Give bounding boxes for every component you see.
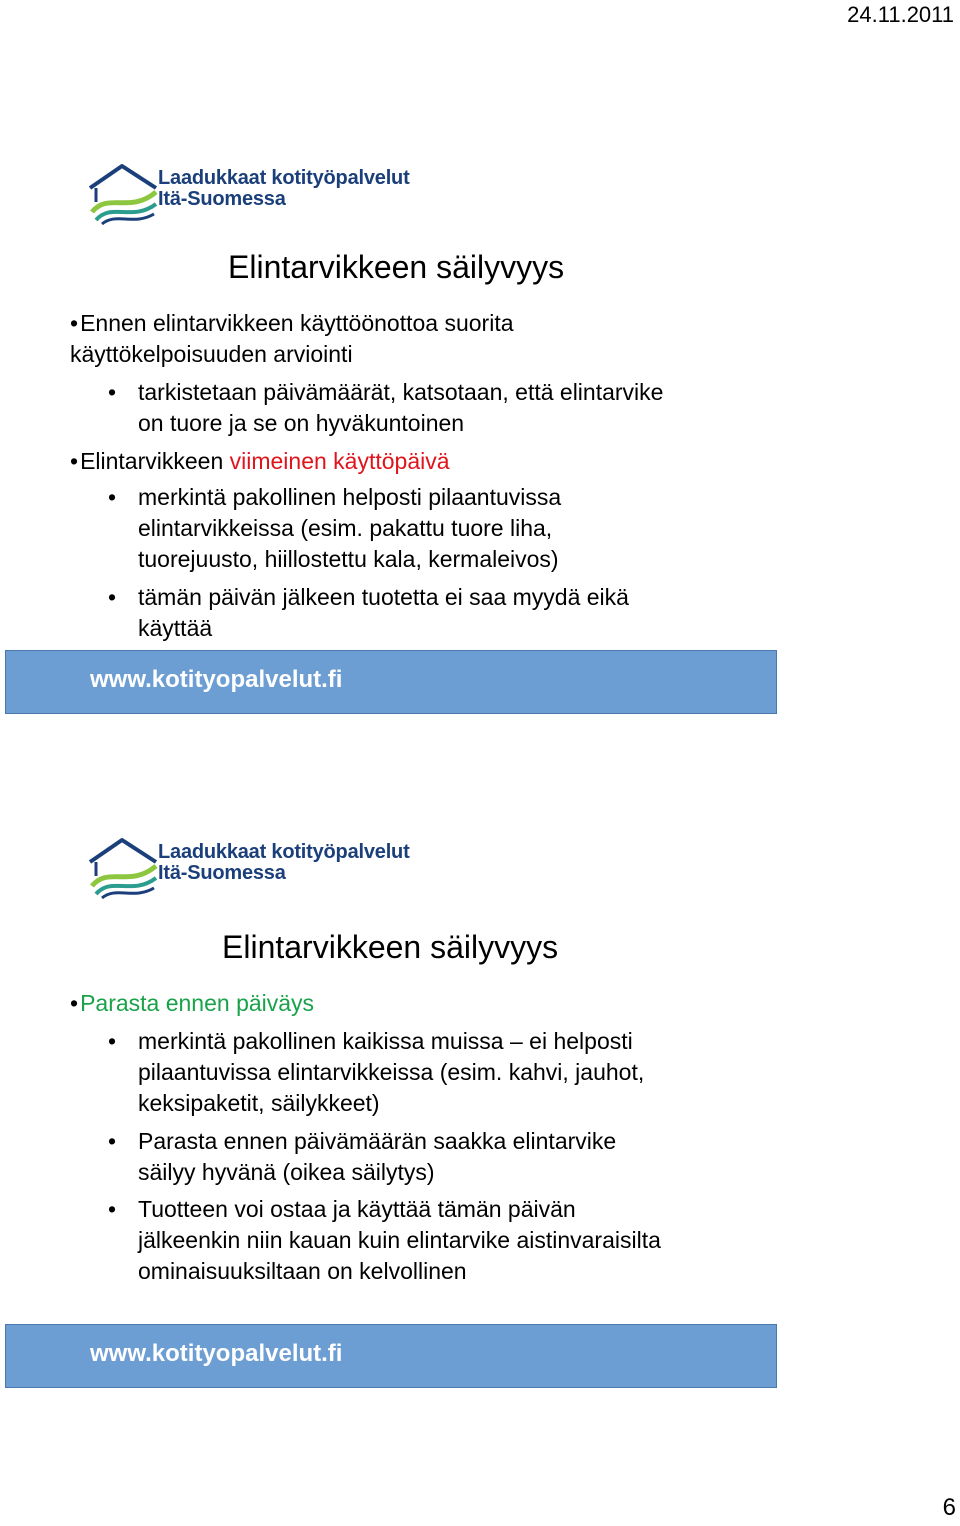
bullet-icon: •: [108, 379, 117, 405]
bullet-icon: •: [108, 1128, 117, 1154]
slide-2-bullet-1-sub-1: [108, 1026, 748, 1119]
text-line: pilaantuvissa elintarvikkeissa (esim. kahvi, jauhot,: [138, 1059, 645, 1085]
text-line: säilyy hyvänä (oikea säilytys): [138, 1159, 435, 1185]
text-line: tarkistetaan päivämäärät, katsotaan, että elintarvike: [138, 379, 664, 405]
text-line: tuorejuusto, hiillostettu kala, kermaleivos): [138, 546, 559, 572]
text-line: Ennen elintarvikkeen käyttöönottoa suorita: [80, 310, 514, 336]
slide-2-title: Elintarvikkeen säilyvyys: [222, 929, 559, 965]
logo-line-1: Laadukkaat kotityöpalvelut: [158, 841, 410, 863]
bullet-icon: •: [108, 1028, 117, 1054]
slide-2-bullet-1: [70, 988, 750, 1019]
text-line: tämän päivän jälkeen tuotetta ei saa myydä eikä: [138, 584, 629, 610]
text-line: Elintarvikkeen: [80, 448, 230, 474]
text-line: Tuotteen voi ostaa ja käyttää tämän päivän: [138, 1196, 576, 1222]
company-logo: [86, 836, 426, 900]
bullet-icon: •: [108, 584, 117, 610]
text-line: käyttökelpoisuuden arviointi: [70, 341, 353, 367]
bullet-icon: •: [70, 448, 79, 474]
text-line: merkintä pakollinen helposti pilaantuvissa: [138, 484, 562, 510]
bullet-icon: •: [70, 310, 79, 336]
text-line: keksipaketit, säilykkeet): [138, 1090, 380, 1116]
bullet-icon: •: [108, 1196, 117, 1222]
document-date: 24.11.2011: [847, 2, 954, 27]
footer-url-link[interactable]: www.kotityopalvelut.fi: [90, 1340, 343, 1367]
logo-line-2: Itä-Suomessa: [158, 188, 286, 210]
slide-2-bullet-1-sub-2: [108, 1126, 748, 1188]
text-line: jälkeenkin niin kauan kuin elintarvike aistinvaraisilta: [138, 1227, 661, 1253]
bullet-icon: •: [108, 484, 117, 510]
logo-line-1: Laadukkaat kotityöpalvelut: [158, 167, 410, 189]
slide-1-title: Elintarvikkeen säilyvyys: [228, 249, 565, 285]
text-line: on tuore ja se on hyväkuntoinen: [138, 410, 465, 436]
page-number: 6: [942, 1494, 956, 1521]
house-logo-icon: [86, 836, 158, 900]
text-line: ominaisuuksiltaan on kelvollinen: [138, 1258, 467, 1284]
text-line: käyttää: [138, 615, 213, 641]
highlight-text: Parasta ennen päiväys: [80, 990, 315, 1016]
text-line: Parasta ennen päivämäärän saakka elintarvike: [138, 1128, 617, 1154]
highlight-text: viimeinen käyttöpäivä: [229, 448, 450, 474]
slide-2-bullet-1-sub-3: [108, 1194, 748, 1287]
footer-url-link[interactable]: www.kotityopalvelut.fi: [90, 666, 343, 693]
slide-2-footer-bar: [5, 1324, 777, 1388]
text-line: elintarvikkeissa (esim. pakattu tuore liha,: [138, 515, 553, 541]
text-line: merkintä pakollinen kaikissa muissa – ei helposti: [138, 1028, 633, 1054]
bullet-icon: •: [70, 990, 79, 1016]
logo-line-2: Itä-Suomessa: [158, 862, 286, 884]
